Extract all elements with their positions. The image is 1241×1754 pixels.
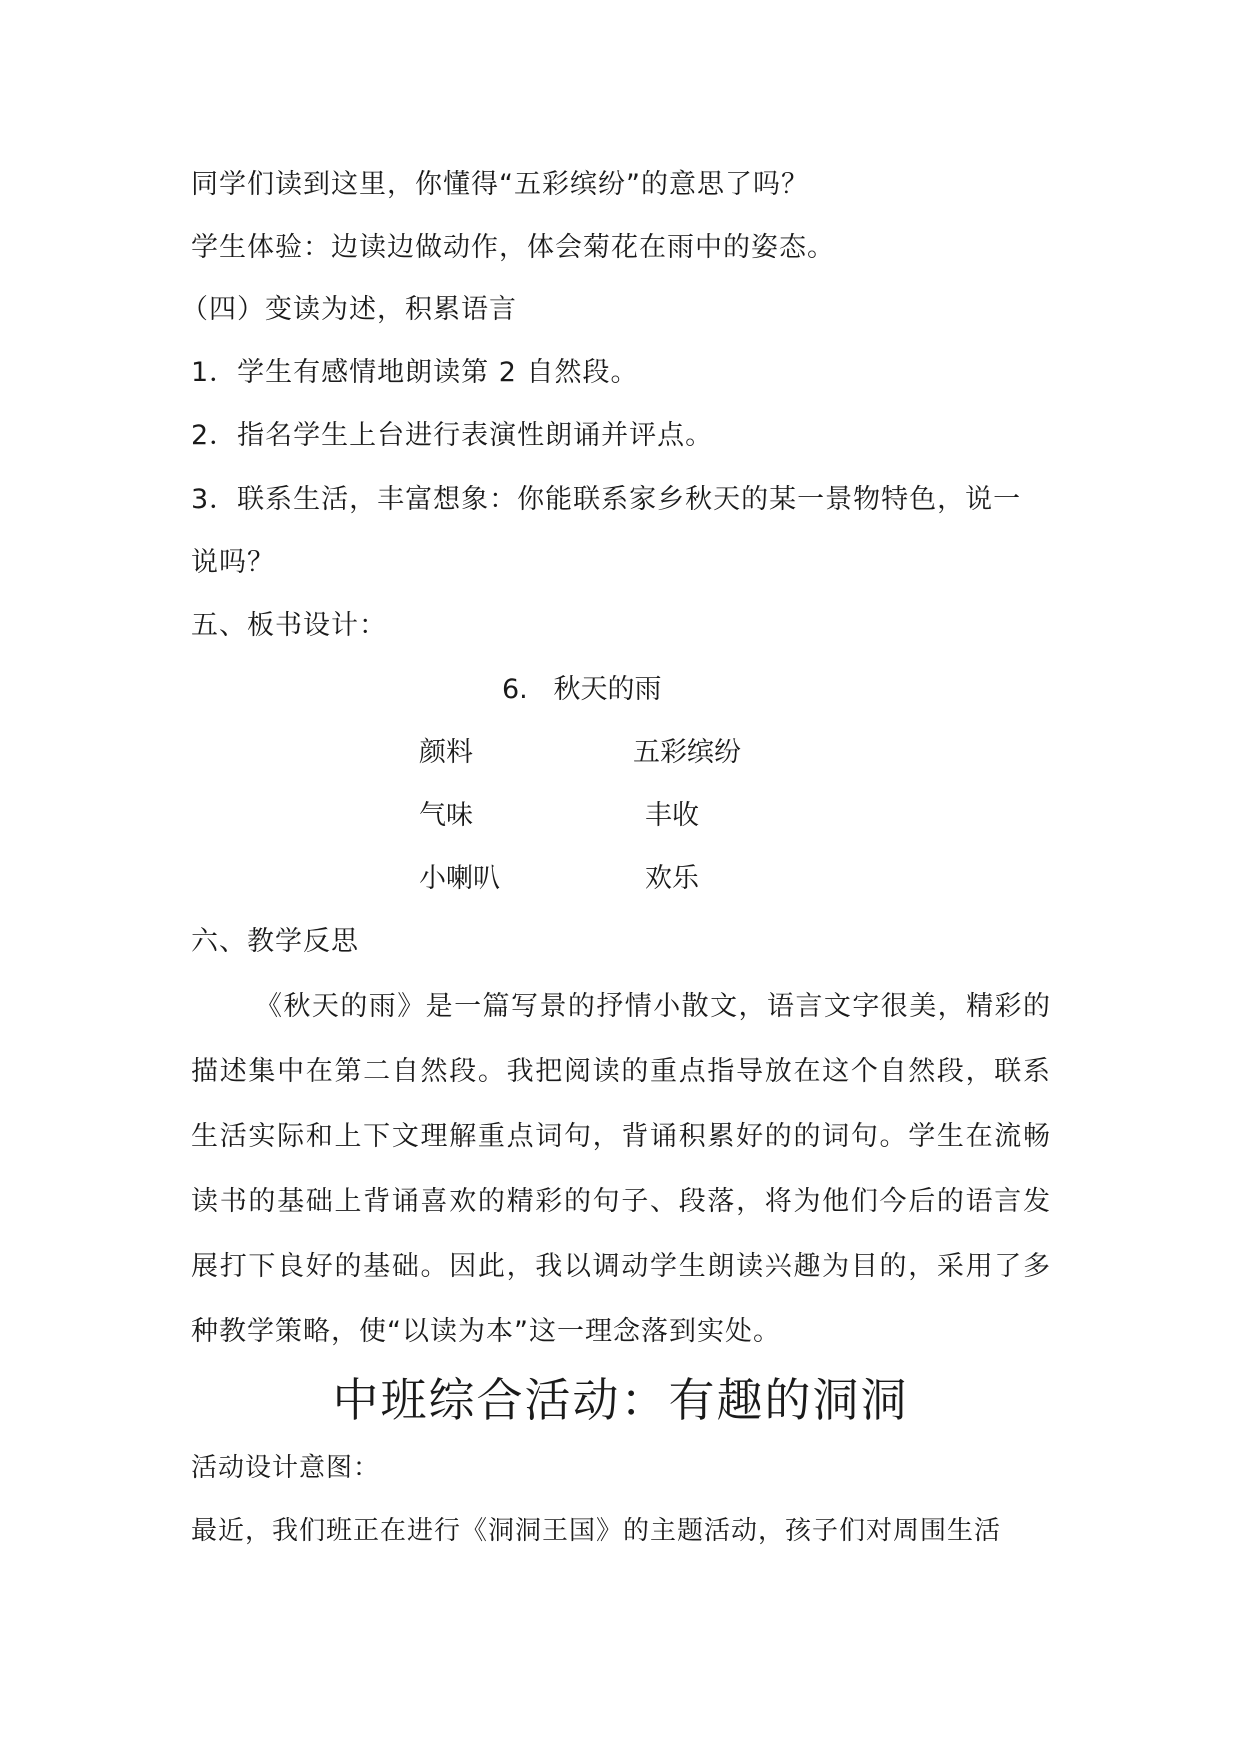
board-right-item: 丰收	[645, 800, 699, 831]
board-left-item: 颜料	[419, 737, 473, 768]
list-item-2: 2．指名学生上台进行表演性朗诵并评点。	[191, 420, 714, 451]
board-left-item: 小喇叭	[419, 863, 500, 894]
board-right-item: 欢乐	[645, 863, 699, 894]
board-right-item: 五彩缤纷	[633, 737, 741, 768]
question-line: 同学们读到这里，你懂得“五彩缤纷”的意思了吗？	[191, 169, 809, 200]
reflection-paragraph: 《秋天的雨》是一篇写景的抒情小散文，语言文字很美，精彩的描述集中在第二自然段。我把阅读的重点指导放在这个自然段，联系生活实际和上下文理解重点词句，背诵积累好的的词句。学生在流畅读书的基础上背诵喜欢的精彩的句子、段落，将为他们今后的语言发展打下良好的基础。因此，我以调动学生朗读兴趣为目的，采用了多种教学策略，使“以读为本”这一理念落到实处。	[191, 991, 1051, 1347]
board-left-item: 气味	[419, 800, 473, 831]
list-item-1: 1．学生有感情地朗读第 2 自然段。	[191, 357, 639, 388]
list-item-3-line-2: 说吗？	[191, 547, 275, 578]
section-four-heading: （四）变读为述，积累语言	[181, 294, 517, 325]
activity-intent-line: 最近，我们班正在进行《洞洞王国》的主题活动，孩子们对周围生活	[191, 1516, 1002, 1546]
activity-title: 中班综合活动：有趣的洞洞	[332, 1373, 909, 1427]
activity-intent-label: 活动设计意图：	[191, 1453, 381, 1483]
list-item-3-line-1: 3．联系生活，丰富想象：你能联系家乡秋天的某一景物特色，说一	[191, 484, 1022, 515]
student-experience-line: 学生体验：边读边做动作，体会菊花在雨中的姿态。	[191, 232, 835, 263]
board-title: 6. 秋天的雨	[502, 674, 662, 705]
section-six-heading: 六、教学反思	[191, 926, 359, 957]
section-five-heading: 五、板书设计：	[191, 610, 387, 641]
